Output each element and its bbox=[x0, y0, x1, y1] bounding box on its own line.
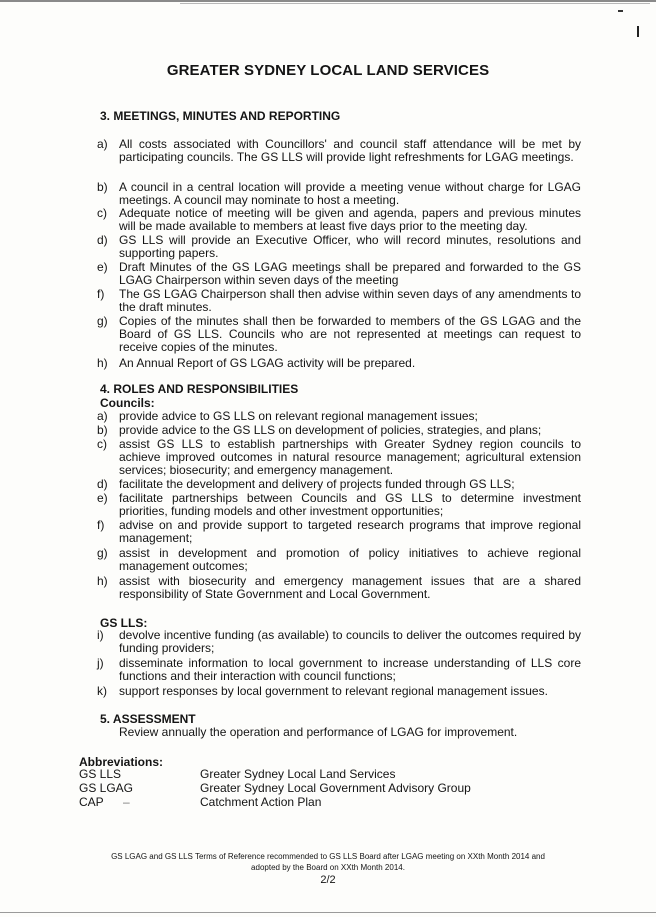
item-text: All costs associated with Councillors' and council staff attendance will be met by participating councils. The GS LLS will provide light refreshments for LGAG meetings. bbox=[119, 137, 581, 164]
item-text: GS LLS will provide an Executive Officer, who will record minutes, resolutions and supporting papers. bbox=[119, 233, 581, 260]
item-text: facilitate partnerships between Councils and GS LLS to determine investment priorities, funding models and other investment opportunities; bbox=[119, 491, 581, 518]
assessment-text: Review annually the operation and performance of LGAG for improvement. bbox=[119, 725, 518, 739]
item-text: Draft Minutes of the GS LGAG meetings shall be prepared and forwarded to the GS LGAG Chairperson within seven days of the meeting bbox=[119, 260, 581, 287]
item-text: A council in a central location will provide a meeting venue without charge for LGAG meetings. A council may nominate to host a meeting. bbox=[119, 180, 581, 207]
footer-note bbox=[60, 851, 596, 873]
footer-line: adopted by the Board on XXth Month 2014. bbox=[251, 863, 405, 872]
item-text: Copies of the minutes shall then be forwarded to members of the GS LGAG and the Board of GS LLS. Councils who are not represented at meetings can request to receive copies of the minutes. bbox=[119, 314, 581, 354]
page-number: 2/2 bbox=[320, 874, 336, 886]
item-label: c) bbox=[97, 206, 107, 220]
item-label: d) bbox=[97, 233, 108, 247]
item-label: e) bbox=[97, 260, 108, 274]
item-label: g) bbox=[97, 314, 108, 328]
section-4-heading: 4. ROLES AND RESPONSIBILITIES bbox=[100, 382, 299, 396]
item-label: b) bbox=[97, 180, 108, 194]
item-text: disseminate information to local government to increase understanding of LLS core functions and their interaction with council functions; bbox=[119, 656, 581, 683]
item-label: h) bbox=[97, 356, 108, 370]
item-text: provide advice to the GS LLS on development of policies, strategies, and plans; bbox=[119, 423, 542, 437]
item-label: k) bbox=[97, 684, 107, 698]
abbreviation-definition: Greater Sydney Local Government Advisory Group bbox=[200, 781, 471, 795]
item-label: d) bbox=[97, 477, 108, 491]
item-label: e) bbox=[97, 491, 108, 505]
item-label: a) bbox=[97, 137, 108, 151]
scan-edge-top bbox=[0, 0, 656, 2]
item-label: h) bbox=[97, 574, 108, 588]
item-text: assist in development and promotion of policy initiatives to achieve regional management outcomes; bbox=[119, 546, 581, 573]
scan-edge-bottom bbox=[0, 912, 656, 913]
item-text: An Annual Report of GS LGAG activity will be prepared. bbox=[119, 356, 416, 370]
item-text: advise on and provide support to targeted research programs that improve regional management; bbox=[119, 518, 581, 545]
item-label: f) bbox=[97, 518, 105, 532]
footer-line: GS LGAG and GS LLS Terms of Reference recommended to GS LLS Board after LGAG meeting on XXth Month 2014 and bbox=[111, 852, 545, 861]
councils-heading: Councils: bbox=[100, 396, 155, 410]
item-label: j) bbox=[97, 656, 104, 670]
item-label: f) bbox=[97, 287, 105, 301]
scan-mark: – bbox=[123, 795, 130, 809]
section-3-heading: 3. MEETINGS, MINUTES AND REPORTING bbox=[100, 109, 341, 123]
scan-mark bbox=[637, 26, 639, 37]
abbreviation: CAP bbox=[79, 795, 104, 809]
item-label: a) bbox=[97, 409, 108, 423]
item-label: c) bbox=[97, 437, 107, 451]
item-label: b) bbox=[97, 423, 108, 437]
item-text: support responses by local government to relevant regional management issues. bbox=[119, 684, 548, 698]
item-text: Adequate notice of meeting will be given and agenda, papers and previous minutes will be made available to members at least five days prior to the meeting day. bbox=[119, 206, 581, 233]
abbreviation: GS LGAG bbox=[79, 781, 134, 795]
scan-mark bbox=[618, 10, 623, 12]
document-title: GREATER SYDNEY LOCAL LAND SERVICES bbox=[166, 62, 490, 79]
section-5-heading: 5. ASSESSMENT bbox=[100, 712, 196, 726]
item-text: devolve incentive funding (as available) to councils to deliver the outcomes required by funding providers; bbox=[119, 628, 581, 655]
abbreviation-definition: Greater Sydney Local Land Services bbox=[200, 767, 396, 781]
item-text: assist GS LLS to establish partnerships with Greater Sydney region councils to achieve improved outcomes in natural resource management; agricultural extension services; biosecurity; and emergency management. bbox=[119, 437, 581, 477]
item-label: i) bbox=[97, 628, 104, 642]
item-text: facilitate the development and delivery of projects funded through GS LLS; bbox=[119, 477, 515, 491]
item-label: g) bbox=[97, 546, 108, 560]
item-text: The GS LGAG Chairperson shall then advise within seven days of any amendments to the draft minutes. bbox=[119, 287, 581, 314]
abbreviation-definition: Catchment Action Plan bbox=[200, 795, 322, 809]
item-text: assist with biosecurity and emergency management issues that are a shared responsibility of State Government and Local Government. bbox=[119, 574, 581, 601]
gslls-heading: GS LLS: bbox=[100, 616, 148, 630]
abbreviations-heading: Abbreviations: bbox=[79, 755, 164, 769]
scan-edge-top-inner bbox=[180, 3, 650, 4]
abbreviation: GS LLS bbox=[79, 767, 122, 781]
item-text: provide advice to GS LLS on relevant regional management issues; bbox=[119, 409, 478, 423]
